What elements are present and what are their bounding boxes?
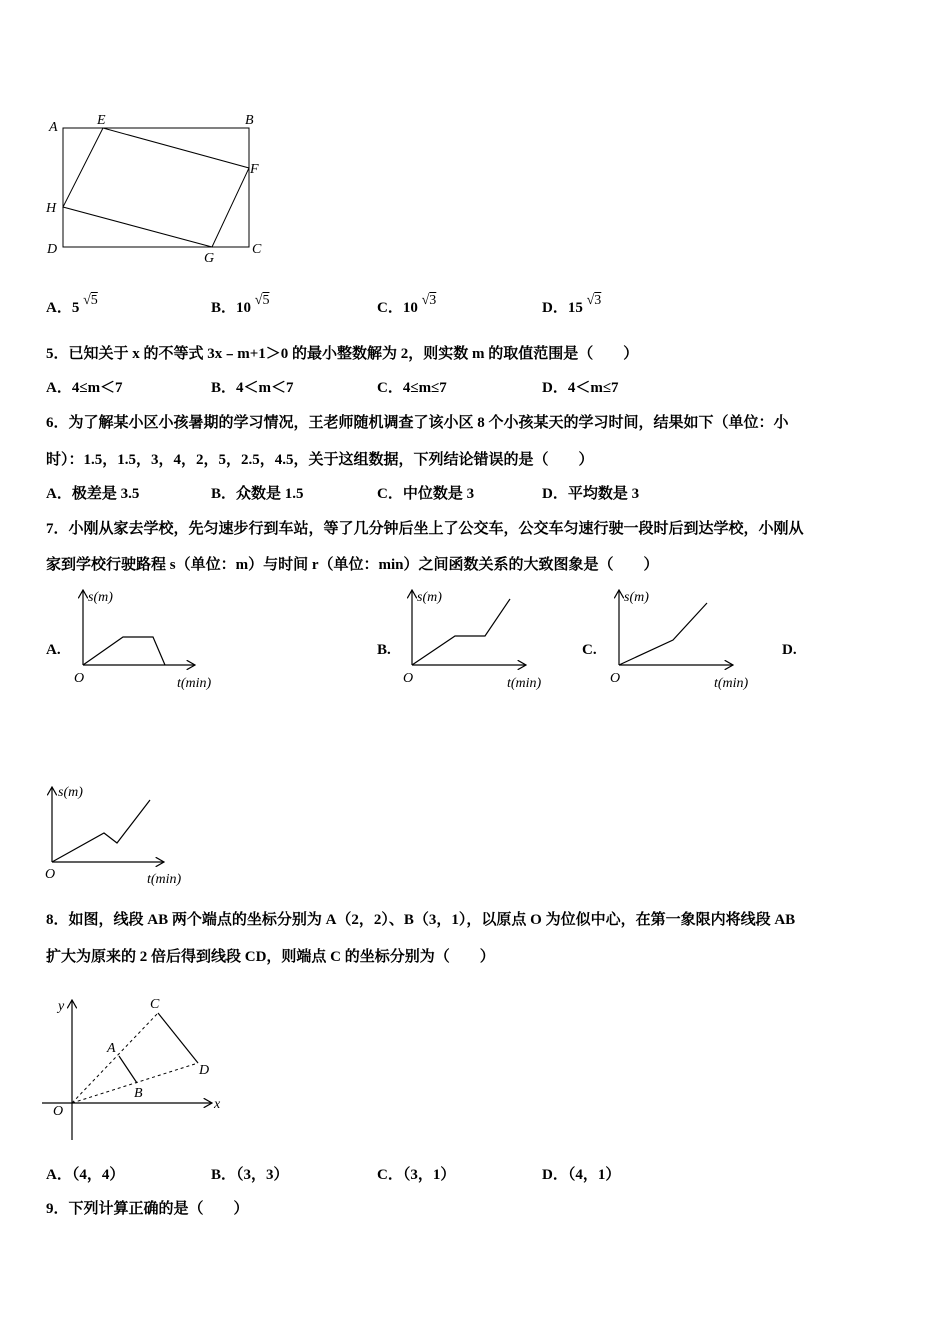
q4-option-d[interactable]: D．15 √3 — [542, 293, 602, 316]
axis-y-label: y — [58, 999, 65, 1014]
label-E: E — [97, 113, 106, 128]
label-F: F — [250, 162, 259, 177]
graph-b-x-label: t(min) — [507, 676, 542, 691]
label-H: H — [46, 201, 57, 216]
label-A: A — [49, 120, 58, 135]
q6-option-a[interactable]: A．极差是 3.5 — [46, 486, 140, 502]
q8-option-a[interactable]: A．（4，4） — [46, 1167, 125, 1183]
q6-stem-line2: 时）：1.5，1.5，3，4，2，5，2.5，4.5，关于这组数据，下列结论错误的是（ ） — [46, 452, 594, 468]
graph-c-origin: O — [610, 671, 621, 686]
graph-a-y-label: s(m) — [88, 590, 113, 605]
q6-option-b[interactable]: B．众数是 1.5 — [211, 486, 304, 502]
q4-option-a[interactable]: A．5 √5 — [46, 293, 98, 316]
label-C: C — [252, 242, 262, 257]
q8-stem-line2: 扩大为原来的 2 倍后得到线段 CD，则端点 C 的坐标分别为（ ） — [46, 949, 495, 965]
graph-b-y-label: s(m) — [417, 590, 442, 605]
segment-ab — [119, 1056, 137, 1083]
q5-option-c[interactable]: C．4≤m≤7 — [377, 380, 447, 396]
q7-option-a-letter[interactable]: A. — [46, 642, 61, 658]
q8-option-d[interactable]: D．（4，1） — [542, 1167, 621, 1183]
q6-option-d[interactable]: D．平均数是 3 — [542, 486, 640, 502]
q8-coordinate-figure — [42, 1000, 212, 1140]
q8-option-b[interactable]: B．（3，3） — [211, 1167, 289, 1183]
q6-option-c[interactable]: C．中位数是 3 — [377, 486, 475, 502]
point-b-label: B — [134, 1086, 143, 1101]
graph-c-x-label: t(min) — [714, 676, 749, 691]
q6-stem-line1: 6．为了解某小区小孩暑期的学习情况，王老师随机调查了该小区 8 个小孩某天的学习时间，结果如下（单位：小 — [46, 415, 789, 431]
graph-d-origin: O — [45, 867, 56, 882]
q5-option-d[interactable]: D．4＜m≤7 — [542, 380, 619, 396]
q7-stem-line2: 家到学校行驶路程 s（单位：m）与时间 r（单位：min）之间函数关系的大致图象是（ ） — [46, 557, 659, 573]
point-c-label: C — [150, 997, 160, 1012]
point-d-label: D — [199, 1063, 210, 1078]
graph-b-origin: O — [403, 671, 414, 686]
point-a-label: A — [107, 1041, 116, 1056]
q8-stem-line1: 8．如图，线段 AB 两个端点的坐标分别为 A（2，2）、B（3，1），以原点 O 为位似中心，在第一象限内将线段 AB — [46, 912, 796, 928]
graph-a-origin: O — [74, 671, 85, 686]
origin-label: O — [53, 1104, 64, 1119]
q5-option-a[interactable]: A．4≤m＜7 — [46, 380, 123, 396]
q7-option-b-letter[interactable]: B. — [377, 642, 391, 658]
graph-d-y-label: s(m) — [58, 785, 83, 800]
q5-stem: 5．已知关于 x 的不等式 3x﹣m+1＞0 的最小整数解为 2，则实数 m 的取值范围是（ ） — [46, 346, 639, 362]
graph-c-y-label: s(m) — [624, 590, 649, 605]
q4-option-b[interactable]: B．10 √5 — [211, 293, 270, 316]
q7-option-c-letter[interactable]: C. — [582, 642, 597, 658]
graph-d-x-label: t(min) — [147, 872, 182, 887]
q5-option-b[interactable]: B．4＜m＜7 — [211, 380, 294, 396]
q4-option-c[interactable]: C．10 √3 — [377, 293, 437, 316]
segment-cd — [158, 1013, 198, 1063]
q7-stem-line1: 7．小刚从家去学校，先匀速步行到车站，等了几分钟后坐上了公交车，公交车匀速行驶一段时后到达学校，小刚从 — [46, 521, 804, 537]
q7-option-d-letter[interactable]: D. — [782, 642, 797, 658]
graph-a-x-label: t(min) — [177, 676, 212, 691]
q8-option-c[interactable]: C．（3，1） — [377, 1167, 456, 1183]
label-D: D — [47, 242, 58, 257]
label-G: G — [204, 251, 215, 266]
label-B: B — [245, 113, 254, 128]
axis-x-label: x — [214, 1097, 221, 1112]
q9-stem: 9．下列计算正确的是（ ） — [46, 1201, 249, 1217]
